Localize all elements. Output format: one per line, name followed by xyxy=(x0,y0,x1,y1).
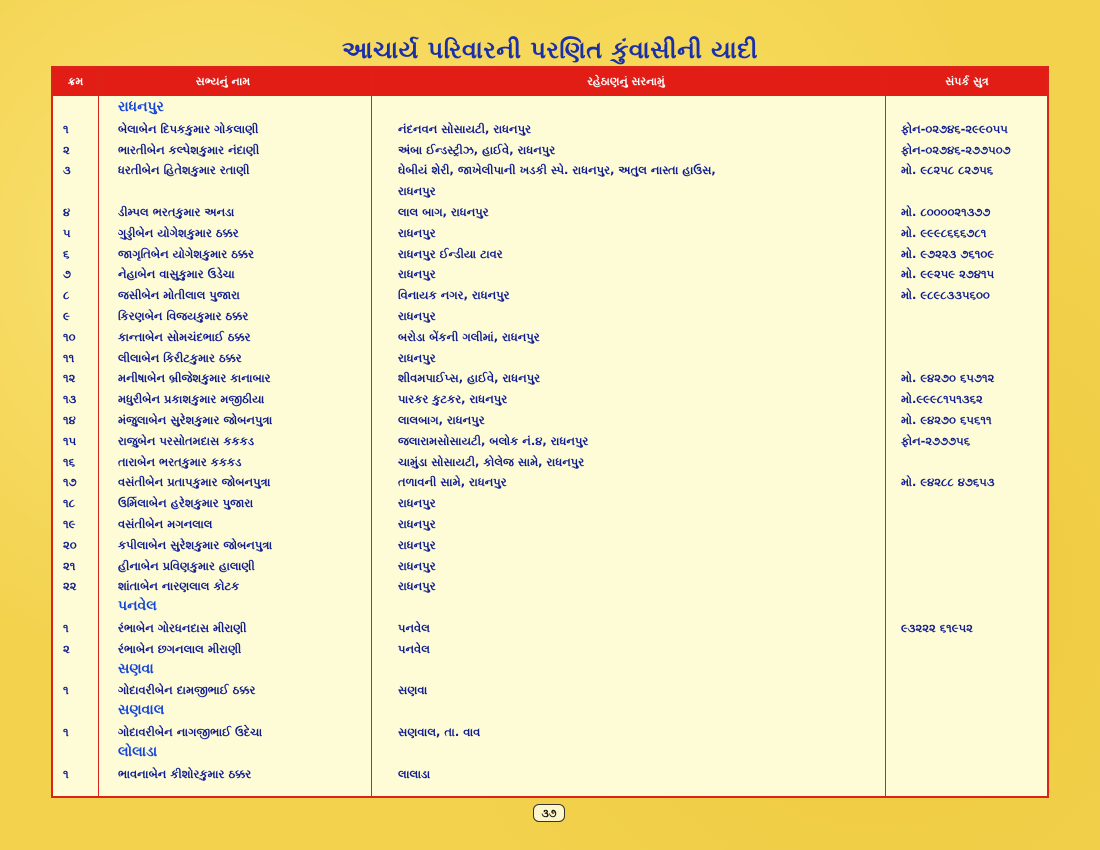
serial-number: ૩ xyxy=(63,163,71,178)
address: શીવમપાઈપ્સ, હાઈવે, રાધનપુર xyxy=(398,371,541,386)
header-member-name: સભ્યનું નામ xyxy=(195,75,251,88)
address: લાલબાગ, રાધનપુર xyxy=(398,412,485,427)
serial-number: ૧૭ xyxy=(63,475,77,490)
table-row xyxy=(53,764,1047,785)
section-heading-row xyxy=(53,743,1047,764)
table-row xyxy=(53,244,1047,265)
serial-number: ૧ xyxy=(63,766,69,781)
address: નંદનવન સોસાયટી, રાધનપુર xyxy=(398,121,532,136)
address: પનવેલ xyxy=(398,641,430,656)
address: રાધનપુર xyxy=(398,496,436,511)
table-row xyxy=(53,722,1047,743)
contact: મો. ૯૪૨૭૦ ૬૫૭૧૨ xyxy=(901,371,995,386)
serial-number: ૯ xyxy=(63,308,70,323)
member-name: રંભાબેન છગનલાલ મીરાણી xyxy=(118,641,242,656)
address: તળાવની સામે, રાધનપુર xyxy=(398,475,507,490)
member-name: ગોદાવરીબેન દામજીભાઈ ઠક્કર xyxy=(118,683,256,698)
page-title: આચાર્ય પરિવારની પરણિત કુંવાસીની યાદી xyxy=(342,36,758,64)
table-row xyxy=(53,140,1047,161)
member-name: મંજુલાબેન સુરેશકુમાર જોબનપુત્રા xyxy=(118,412,273,427)
serial-number: ૧૬ xyxy=(63,454,76,469)
table-row xyxy=(53,264,1047,285)
address: પનવેલ xyxy=(398,620,430,635)
address: ઘેબીયં શેરી, જાખેલીપાની ખડકી સ્પે. રાધનપુર, અતુલ નાસ્તા હાઉસ, xyxy=(398,163,716,178)
serial-number: ૧ xyxy=(63,724,69,739)
contact: મો. ૯૪૨૭૦ ૬૫૬૧૧ xyxy=(901,412,992,427)
section-heading-row xyxy=(53,597,1047,618)
table-row xyxy=(53,202,1047,223)
member-name: નેહાબેન વાસુકુમાર ઉડેચા xyxy=(118,267,235,282)
table-body xyxy=(53,98,1047,784)
contact: ૯૩૨૨૨ ૬૧૯૫૨ xyxy=(901,620,973,635)
table-row xyxy=(53,119,1047,140)
address: સણવાલ, તા. વાવ xyxy=(398,724,481,739)
member-name: શાંતાબેન નારણલાલ કોટક xyxy=(118,579,240,594)
address: રાધનપુર xyxy=(398,184,436,199)
address: રાધનપુર xyxy=(398,308,436,323)
serial-number: ૪ xyxy=(63,204,71,219)
page-number: ૩૭ xyxy=(533,804,565,822)
member-name: ગુડ્ડીબેન યોગેશકુમાર ઠક્કર xyxy=(118,225,239,240)
serial-number: ૨૨ xyxy=(63,579,77,594)
serial-number: ૬ xyxy=(63,246,70,261)
serial-number: ૮ xyxy=(63,288,70,303)
address: લાલાડા xyxy=(398,766,431,781)
contact: ફોન-૨૭૭૭૫૬ xyxy=(901,433,971,448)
section-heading-row xyxy=(53,701,1047,722)
address: પારકર કુટકર, રાધનપુર xyxy=(398,392,508,407)
member-name: જસીબેન મોતીલાલ પુજારા xyxy=(118,288,240,303)
header-serial: ક્રમ xyxy=(67,75,84,88)
address: જલારામસોસાયટી, બલોક નં.૪, રાધનપુર xyxy=(398,433,589,448)
contact: મો. ૯૯૨૫૯ ૨૭૪૧૫ xyxy=(901,267,995,282)
member-table xyxy=(51,66,1049,798)
serial-number: ૧ xyxy=(63,620,69,635)
address: વિનાયક નગર, રાધનપુર xyxy=(398,288,510,303)
contact: ફોન-૦૨૭૪૬-૨૭૭૫૦૭ xyxy=(901,142,1011,157)
member-name: ગોદાવરીબેન નાગજીભાઈ ઉદેચા xyxy=(118,724,263,739)
address: રાધનપુર xyxy=(398,225,436,240)
address: ચામુંડા સોસાયટી, કોલેજ સામે, રાધનપુર xyxy=(398,454,585,469)
serial-number: ૧૩ xyxy=(63,392,77,407)
table-row xyxy=(53,223,1047,244)
section-title: સણવાલ xyxy=(118,702,165,719)
table-row xyxy=(53,452,1047,473)
address: બરોડા બેંકની ગલીમાં, રાધનપુર xyxy=(398,329,540,344)
section-heading-row xyxy=(53,660,1047,681)
member-name: મનીષાબેન બ્રીજેશકુમાર કાનાબાર xyxy=(118,371,271,386)
table-row xyxy=(53,680,1047,701)
table-row xyxy=(53,389,1047,410)
member-name: ડીમ્પલ ભરતકુમાર અનડા xyxy=(118,204,235,219)
serial-number: ૧૨ xyxy=(63,371,76,386)
table-row xyxy=(53,327,1047,348)
address: રાધનપુર xyxy=(398,267,436,282)
member-name: લીલાબેન કિરીટકુમાર ઠક્કર xyxy=(118,350,242,365)
address: અંબા ઈન્ડસ્ટ્રીઝ, હાઈવે, રાધનપુર xyxy=(398,142,556,157)
table-row xyxy=(53,285,1047,306)
member-name: જાગૃતિબેન યોગેશકુમાર ઠક્કર xyxy=(118,246,254,261)
serial-number: ૨ xyxy=(63,641,70,656)
table-header xyxy=(53,68,1047,96)
table-row xyxy=(53,618,1047,639)
member-name: ઉર્મિલાબેન હરેશકુમાર પુજારા xyxy=(118,496,254,511)
serial-number: ૨૦ xyxy=(63,537,77,552)
member-name: રંભાબેન ગોરધનદાસ મીરાણી xyxy=(118,620,247,635)
serial-number: ૧૧ xyxy=(63,350,75,365)
section-title: રાધનપુર xyxy=(118,99,164,115)
table-row xyxy=(53,472,1047,493)
section-title: સણવા xyxy=(118,660,154,677)
table-row xyxy=(53,514,1047,535)
serial-number: ૨ xyxy=(63,142,70,157)
address: સણવા xyxy=(398,683,428,698)
member-name: મધુરીબેન પ્રકાશકુમાર મજીઠીયા xyxy=(118,392,265,407)
header-contact: સંપર્ક સુત્ર xyxy=(945,75,989,88)
table-row xyxy=(53,556,1047,577)
address: રાધનપુર xyxy=(398,350,436,365)
member-name: કાન્તાબેન સોમચંદભાઈ ઠક્કર xyxy=(118,329,251,344)
contact: મો.૯૯૯૮૧૫૧૩૬૨ xyxy=(901,392,983,407)
contact: મો. ૯૪૨૮૮ ૪૭૬૫૩ xyxy=(901,475,995,490)
address: રાધનપુર xyxy=(398,516,436,531)
serial-number: ૨૧ xyxy=(63,558,76,573)
table-row xyxy=(53,410,1047,431)
serial-number: ૧૮ xyxy=(63,496,75,511)
contact: મો. ૯૯૯૮૬૬૬૭૮૧ xyxy=(901,225,987,240)
serial-number: ૧૦ xyxy=(63,329,76,344)
section-title: પનવેલ xyxy=(118,598,157,615)
address: લાલ બાગ, રાધનપુર xyxy=(398,204,489,219)
address: રાધનપુર ઈન્ડીયા ટાવર xyxy=(398,246,503,261)
member-name: તારાબેન ભરતકુમાર કકકડ xyxy=(118,454,242,469)
table-row xyxy=(53,160,1047,181)
contact: મો. ૮૦૦૦૦૨૧૩૭૭ xyxy=(901,204,991,219)
serial-number: ૧૫ xyxy=(63,433,77,448)
member-name: કિરણબેન વિજયકુમાર ઠક્કર xyxy=(118,308,249,323)
address: રાધનપુર xyxy=(398,579,436,594)
address: રાધનપુર xyxy=(398,558,436,573)
serial-number: ૧૯ xyxy=(63,516,76,531)
serial-number: ૫ xyxy=(63,225,71,240)
contact: મો. ૯૭૨૨૩ ૭૬૧૦૯ xyxy=(901,246,995,261)
serial-number: ૭ xyxy=(63,267,71,282)
address: રાધનપુર xyxy=(398,537,436,552)
table-row xyxy=(53,181,1047,202)
member-name: વસંતીબેન મગનલાલ xyxy=(118,516,213,531)
member-name: ધરતીબેન હિતેશકુમાર રતાણી xyxy=(118,163,250,178)
member-name: હીનાબેન પ્રવિણકુમાર હાલાણી xyxy=(118,558,255,573)
member-name: રાજુબેન પરસોતમદાસ કકકડ xyxy=(118,433,255,448)
header-address: રહેઠાણનું સરનામું xyxy=(587,75,665,88)
member-name: બેલાબેન દિપકકુમાર ગોકલાણી xyxy=(118,121,259,136)
member-name: વસંતીબેન પ્રતાપકુમાર જોબનપુત્રા xyxy=(118,475,271,490)
table-row xyxy=(53,348,1047,369)
table-row xyxy=(53,493,1047,514)
member-name: ભાવનાબેન કીશોરકુમાર ઠક્કર xyxy=(118,766,252,781)
table-row xyxy=(53,535,1047,556)
table-row xyxy=(53,306,1047,327)
section-heading-row xyxy=(53,98,1047,119)
table-row xyxy=(53,431,1047,452)
contact: ફોન-૦૨૭૪૬-૨૯૯૦૫૫ xyxy=(901,121,1008,136)
member-name: ભારતીબેન કલ્પેશકુમાર નંદાણી xyxy=(118,142,260,157)
table-row xyxy=(53,368,1047,389)
member-name: કપીલાબેન સુરેશકુમાર જોબનપુત્રા xyxy=(118,537,273,552)
contact: મો. ૯૮૯૮૩૩૫૬૦૦ xyxy=(901,288,990,303)
table-row xyxy=(53,576,1047,597)
serial-number: ૧ xyxy=(63,683,69,698)
table-row xyxy=(53,639,1047,660)
section-title: લોલાડા xyxy=(118,743,158,760)
contact: મો. ૯૮૨૫૮ ૮૨૭૫૬ xyxy=(901,163,994,178)
serial-number: ૧૪ xyxy=(63,412,76,427)
serial-number: ૧ xyxy=(63,121,69,136)
